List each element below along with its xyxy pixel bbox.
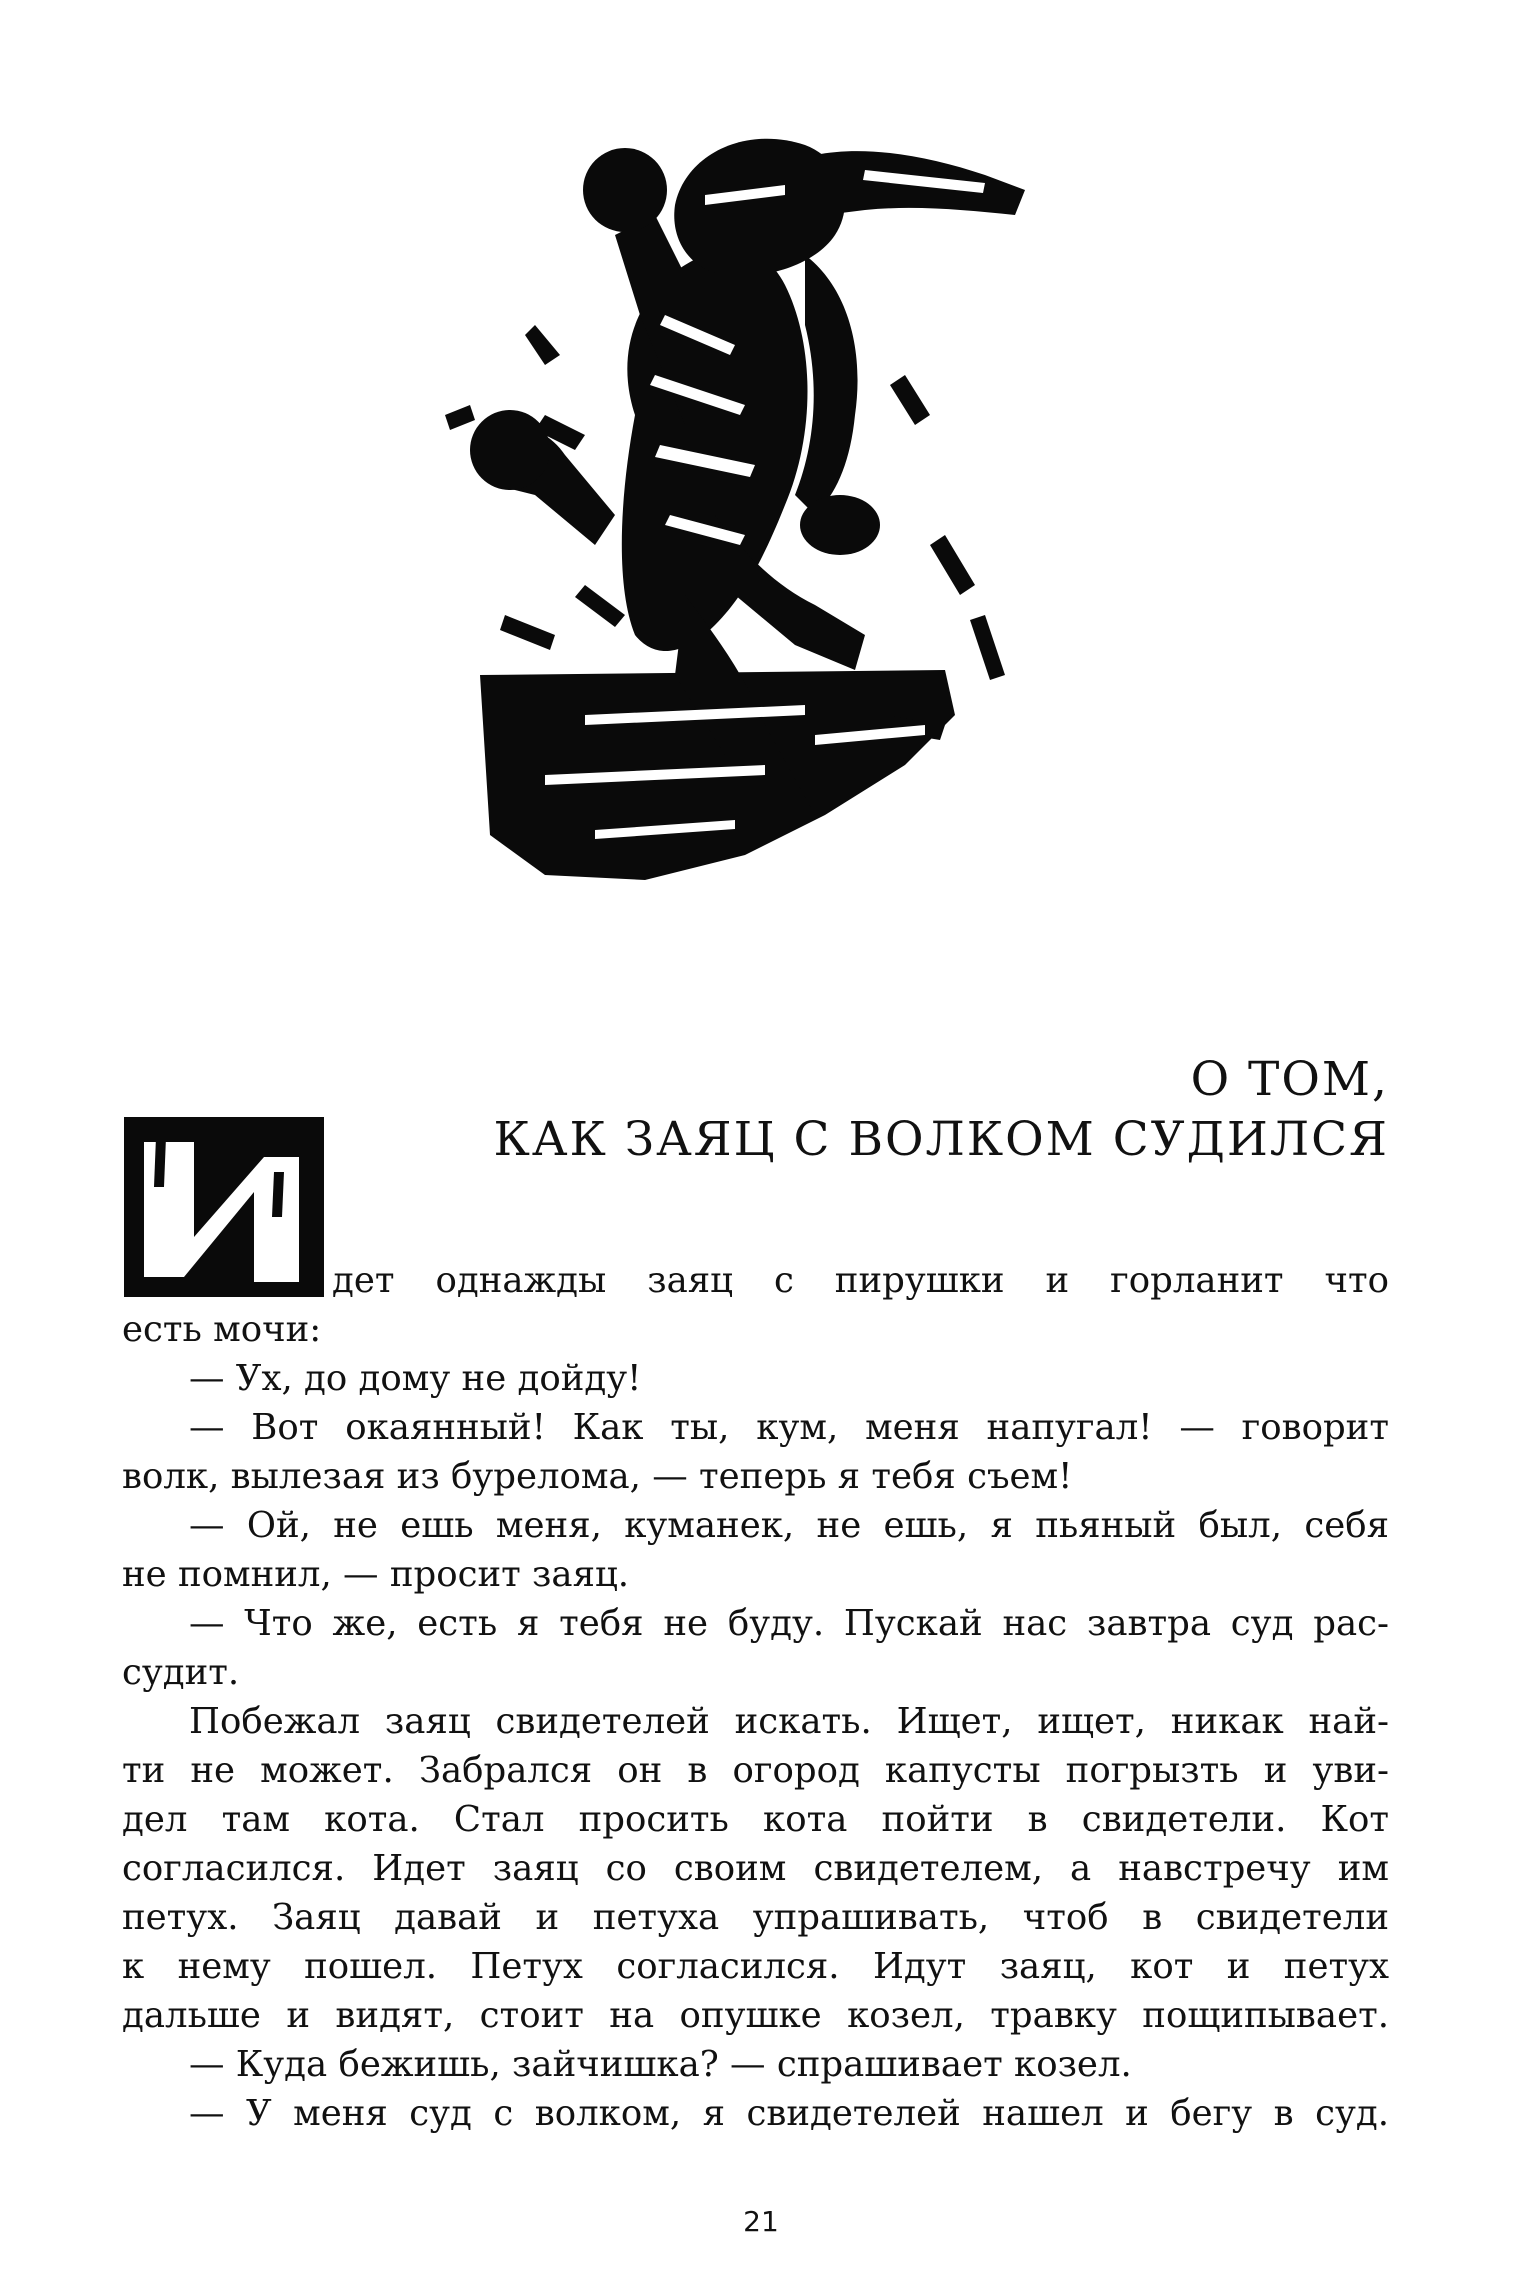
text-line: не помнил, — просит заяц. [122, 1554, 630, 1595]
text-line: — Вот окаянный! Как ты, кум, меня напугал! — говорит [189, 1407, 1389, 1448]
text-line: к нему пошел. Петух согласился. Идут заяц, кот и петух [122, 1946, 1389, 1987]
story-body [122, 1305, 1389, 2138]
text-line: — Ух, до дому не дойду! [189, 1358, 642, 1399]
text-line: согласился. Идет заяц со своим свидетелем, а навстречу им [122, 1848, 1389, 1889]
drop-cap-letter [124, 1117, 324, 1297]
text-line: волк, вылезая из бурелома, — теперь я тебя съем! [122, 1456, 1073, 1497]
page-number: 21 [743, 2205, 779, 2238]
text-line: Побежал заяц свидетелей искать. Ищет, ищет, никак най- [189, 1701, 1389, 1742]
text-line: дальше и видят, стоит на опушке козел, травку пощипывает. [122, 1995, 1389, 2036]
text-line: — Ой, не ешь меня, куманек, не ешь, я пьяный был, себя [189, 1505, 1389, 1546]
text-line: судит. [122, 1652, 240, 1693]
story-title [494, 1050, 1389, 1170]
first-line-rest: дет однажды заяц с пирушки и горланит что [332, 1260, 1389, 1301]
text-line: — Куда бежишь, зайчишка? — спрашивает козел. [189, 2044, 1132, 2085]
title-line-2: КАК ЗАЯЦ С ВОЛКОМ СУДИЛСЯ [493, 1112, 1389, 1167]
text-line: петух. Заяц давай и петуха упрашивать, чтоб в свидетели [122, 1897, 1389, 1938]
text-line: — Что же, есть я тебя не буду. Пускай нас завтра суд рас- [189, 1603, 1389, 1644]
text-line: есть мочи: [122, 1309, 322, 1350]
hare-woodcut-illustration [385, 115, 1030, 895]
text-line: — У меня суд с волком, я свидетелей нашел и бегу в суд. [189, 2093, 1389, 2134]
text-line: ти не может. Забрался он в огород капусты погрызть и уви- [122, 1750, 1389, 1791]
text-line: дел там кота. Стал просить кота пойти в свидетели. Кот [122, 1799, 1389, 1840]
title-line-1: О ТОМ, [1190, 1052, 1389, 1107]
